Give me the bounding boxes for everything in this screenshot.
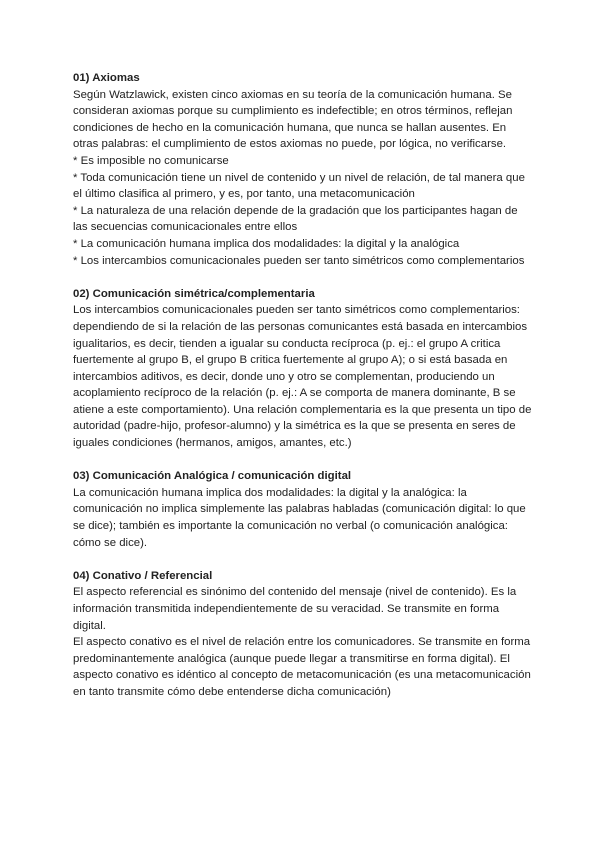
axiom-item: * La comunicación humana implica dos modalidades: la digital y la analógica: [73, 237, 460, 250]
section-axiomas: [73, 70, 533, 269]
document-page: [73, 70, 533, 717]
axiom-item: * Es imposible no comunicarse: [73, 154, 229, 167]
section-paragraph: El aspecto referencial es sinónimo del contenido del mensaje (nivel de contenido). Es la información transmitida independientemente de su veracidad. Se transmite en forma digital.: [73, 586, 517, 632]
section-simetrica-complementaria: [73, 286, 533, 452]
section-analogica-digital: [73, 468, 533, 551]
section-heading: 01) Axiomas: [73, 72, 140, 84]
section-conativo-referencial: [73, 568, 533, 701]
section-heading: 03) Comunicación Analógica / comunicación digital: [73, 470, 352, 483]
axiom-item: * La naturaleza de una relación depende de la gradación que los participantes hagan de las secuencias comunicacionales entre ellos: [73, 204, 518, 234]
section-heading: 04) Conativo / Referencial: [73, 569, 213, 582]
section-paragraph: Los intercambios comunicacionales pueden ser tanto simétricos como complementarios: dependiendo de si la relación de las personas comunicantes está basada en intercambios igualitarios, es decir, tienden a igualar su conducta recíproca (p. ej.: el grupo A critica fuertemente al grupo B, el grupo B critica fuertemente al grupo A); o si está basada en intercambios aditivos, es decir, donde uno y otro se complementan, produciendo un acoplamiento recíproco de la relación (p. ej.: A se comporta de manera dominante, B se atiene a este comportamiento). Una relación complementaria es la que presenta un tipo de autoridad (padre-hijo, profesor-alumno) y la simétrica es la que se presenta en seres de iguales condiciones (hermanos, amigos, amantes, etc.): [73, 304, 532, 450]
axiom-item: * Los intercambios comunicacionales pueden ser tanto simétricos como complementarios: [73, 254, 525, 267]
section-paragraph: Según Watzlawick, existen cinco axiomas en su teoría de la comunicación humana. Se consideran axiomas porque su cumplimiento es indefectible; en otros términos, reflejan condiciones de hecho en la comunicación humana, que nunca se hallan ausentes. En otras palabras: el cumplimiento de estos axiomas no puede, por lógica, no verificarse.: [73, 88, 513, 151]
section-paragraph: La comunicación humana implica dos modalidades: la digital y la analógica: la comunicación no implica simplemente las palabras habladas (comunicación digital: lo que se dice); también es importante la comunicación no verbal (o comunicación analógica: cómo se dice).: [73, 486, 526, 549]
section-heading: 02) Comunicación simétrica/complementaria: [73, 287, 315, 300]
axiom-item: * Toda comunicación tiene un nivel de contenido y un nivel de relación, de tal manera que el último clasifica al primero, y es, por tanto, una metacomunicación: [73, 171, 525, 201]
section-paragraph: El aspecto conativo es el nivel de relación entre los comunicadores. Se transmite en forma predominantemente analógica (aunque puede llegar a transmitirse en forma digital). El aspecto conativo es idéntico al concepto de metacomunicación (es una metacomunicación en tanto transmite cómo debe entenderse dicha comunicación): [73, 636, 531, 698]
